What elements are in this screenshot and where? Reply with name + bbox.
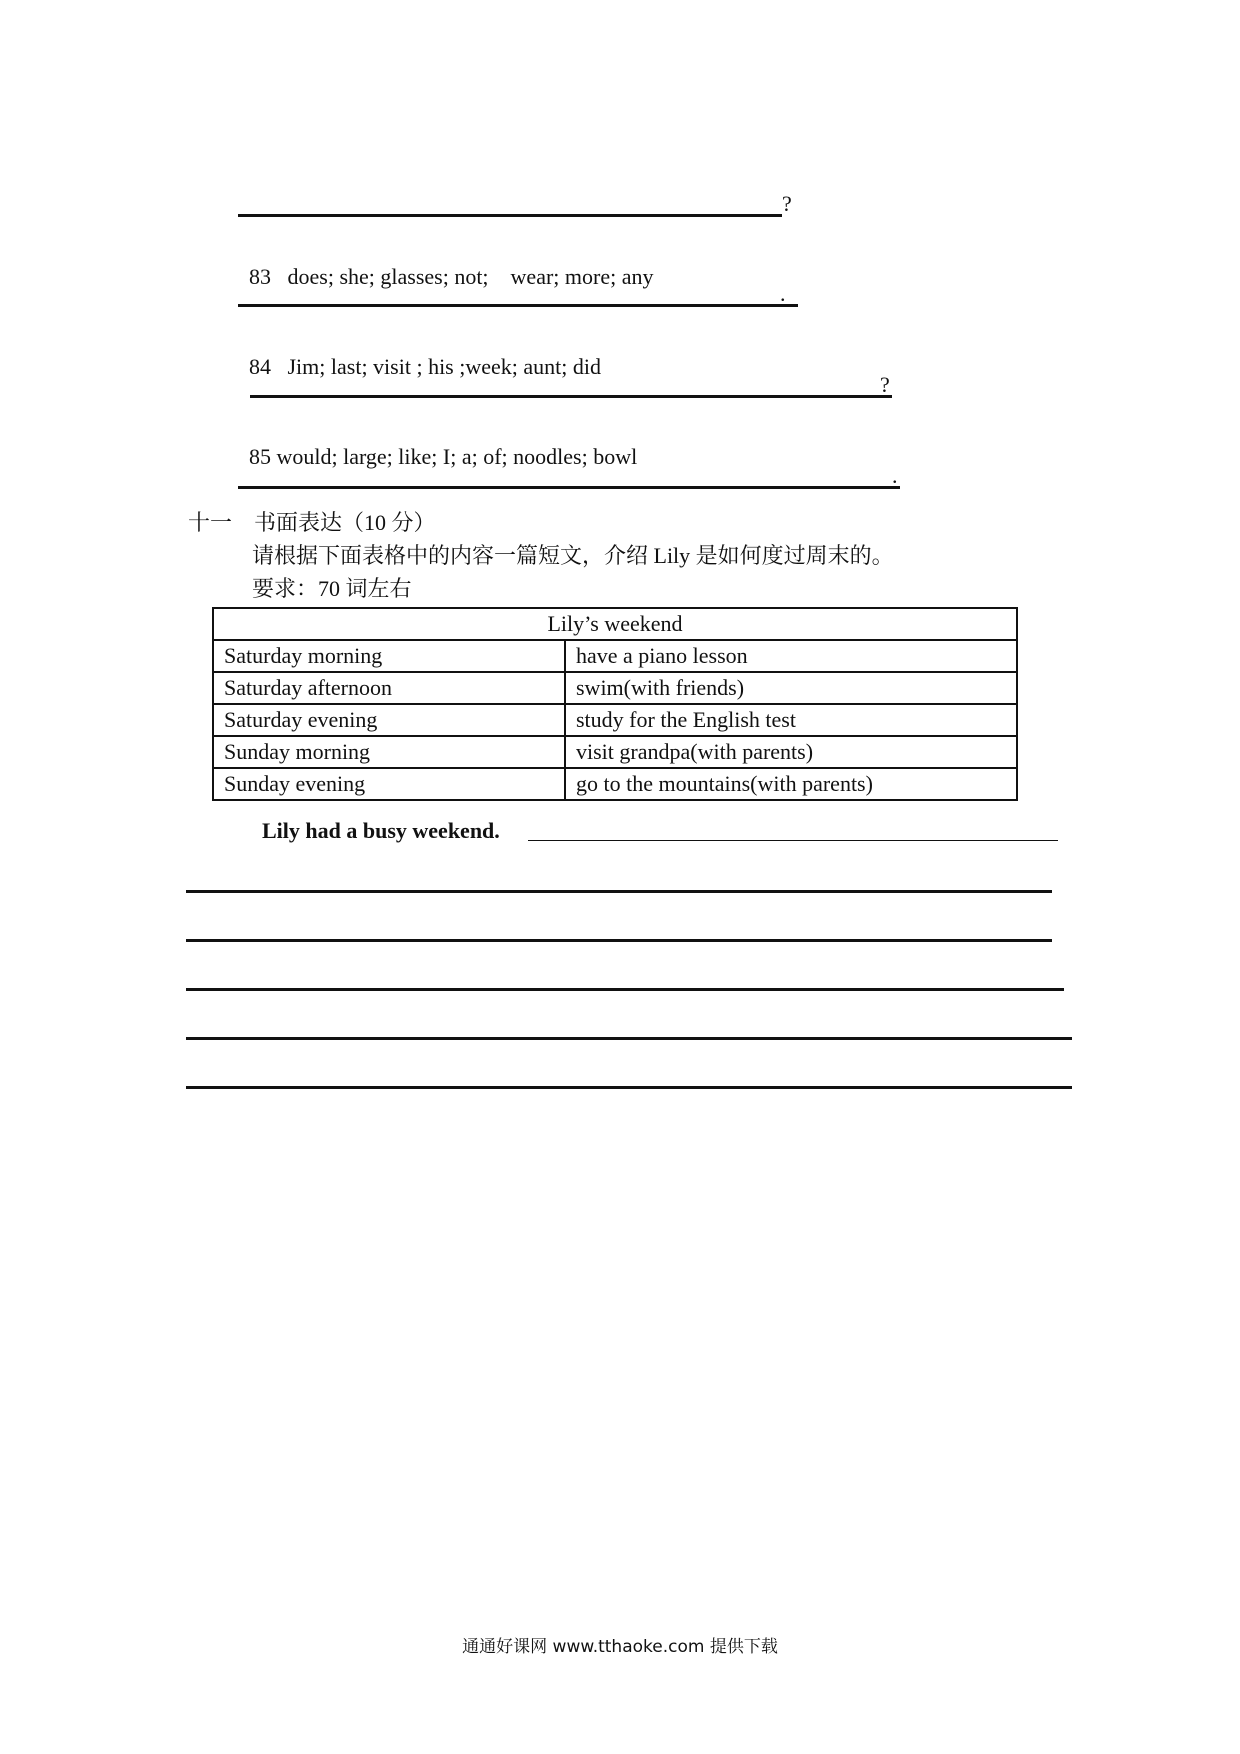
writing-instruction: 请根据下面表格中的内容一篇短文，介绍 Lily 是如何度过周末的。 [252,543,894,568]
table-row [213,736,1017,768]
question-words: would; large; like; I; a; of; noodles; bowl [276,444,638,469]
table-row [213,640,1017,672]
table-cell-activity: swim(with friends) [565,672,1017,704]
writing-line-1[interactable] [186,890,1052,893]
table-cell-time: Saturday morning [213,640,565,672]
writing-opening: Lily had a busy weekend. [262,818,500,843]
writing-line-5[interactable] [186,1086,1072,1089]
section-title: 十一 书面表达（10 分） [188,510,436,535]
table-header-row [213,608,1017,640]
writing-line-2[interactable] [186,939,1052,942]
answer-end-mark-84: ? [880,372,890,397]
table-cell-time: Sunday morning [213,736,565,768]
question-words: does; she; glasses; not; wear; more; any [287,264,654,289]
answer-end-mark-82: ? [782,191,792,216]
answer-line-83[interactable] [238,304,798,307]
answer-end-mark-85: . [892,463,898,488]
table-cell-activity: have a piano lesson [565,640,1017,672]
weekend-table [212,607,1018,801]
table-cell-activity: visit grandpa(with parents) [565,736,1017,768]
table-row [213,768,1017,800]
writing-line-0[interactable] [528,840,1058,841]
answer-end-mark-83: . [780,281,786,306]
question-83 [238,238,653,290]
answer-line-84[interactable] [250,395,892,398]
question-number: 85 [249,444,271,469]
table-cell-activity: study for the English test [565,704,1017,736]
answer-line-85[interactable] [238,486,900,489]
table-cell-activity: go to the mountains(with parents) [565,768,1017,800]
page-footer: 通通好课网 www.tthaoke.com 提供下载 [462,1637,778,1657]
table-row [213,704,1017,736]
table-cell-time: Sunday evening [213,768,565,800]
question-number: 83 [249,264,271,289]
question-84 [238,328,601,380]
table-row [213,672,1017,704]
table-header: Lily’s weekend [213,608,1017,640]
table-cell-time: Saturday evening [213,704,565,736]
writing-line-3[interactable] [186,988,1064,991]
writing-requirement: 要求：70 词左右 [252,576,412,601]
writing-line-4[interactable] [186,1037,1072,1040]
question-words: Jim; last; visit ; his ;week; aunt; did [287,354,601,379]
table-cell-time: Saturday afternoon [213,672,565,704]
answer-line-82[interactable] [238,214,782,217]
question-number: 84 [249,354,271,379]
question-85 [238,418,637,470]
